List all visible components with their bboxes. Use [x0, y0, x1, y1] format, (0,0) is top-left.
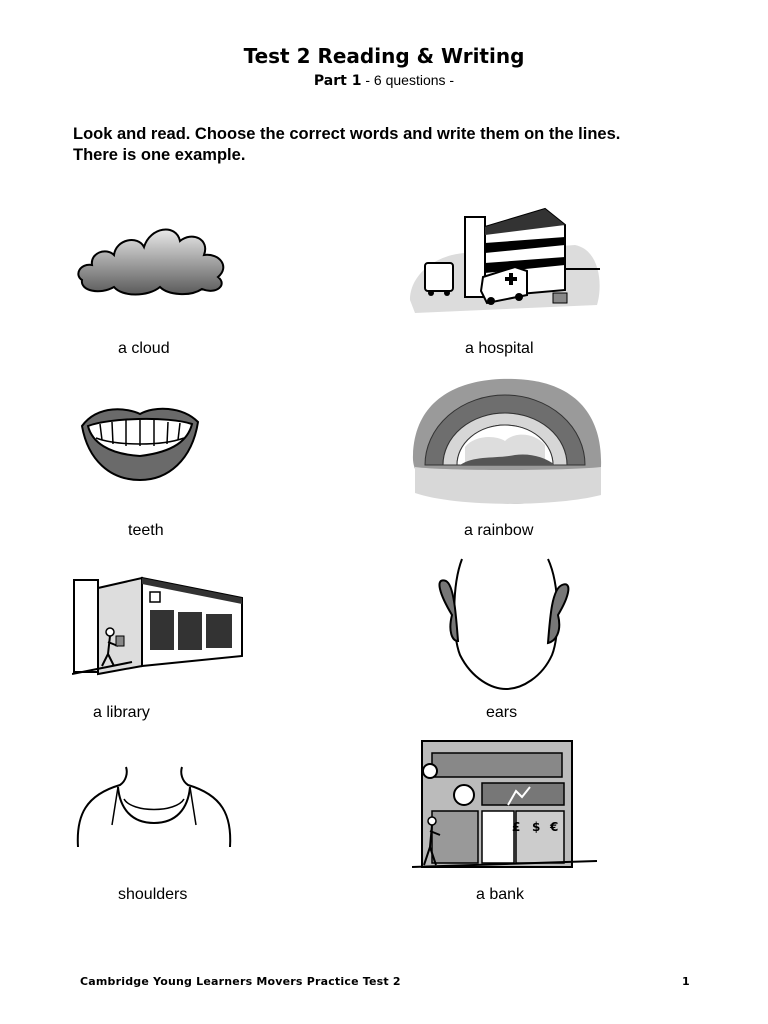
- item-label-hospital: a hospital: [465, 340, 534, 357]
- svg-text:$: $: [532, 820, 541, 834]
- svg-text:€: €: [550, 820, 559, 834]
- item-label-ears: ears: [486, 704, 518, 721]
- ears-icon: [430, 555, 580, 695]
- svg-text:£: £: [512, 820, 521, 834]
- library-icon: [72, 570, 247, 680]
- item-label-rainbow: a rainbow: [464, 522, 534, 539]
- instructions: Look and read. Choose the correct words and write them on the lines. There is one example.: [73, 125, 621, 164]
- bank-icon: [412, 735, 602, 875]
- item-label-cloud: a cloud: [118, 340, 170, 357]
- page-title: Test 2 Reading & Writing: [243, 44, 525, 68]
- item-label-library: a library: [93, 704, 150, 721]
- item-label-teeth: teeth: [128, 522, 164, 539]
- part-label: Part 1: [313, 73, 362, 89]
- part-subtitle: [0, 72, 768, 89]
- rainbow-icon: [405, 375, 605, 510]
- teeth-icon: [78, 400, 203, 485]
- shoulders-icon: [72, 765, 237, 850]
- cloud-icon: [72, 215, 232, 300]
- page-number: 1: [682, 975, 690, 988]
- hospital-icon: [405, 205, 605, 320]
- footer-text: Cambridge Young Learners Movers Practice Test 2: [80, 975, 401, 988]
- item-label-bank: a bank: [476, 886, 525, 903]
- questions-count: - 6 questions -: [365, 72, 455, 88]
- item-label-shoulders: shoulders: [118, 886, 188, 903]
